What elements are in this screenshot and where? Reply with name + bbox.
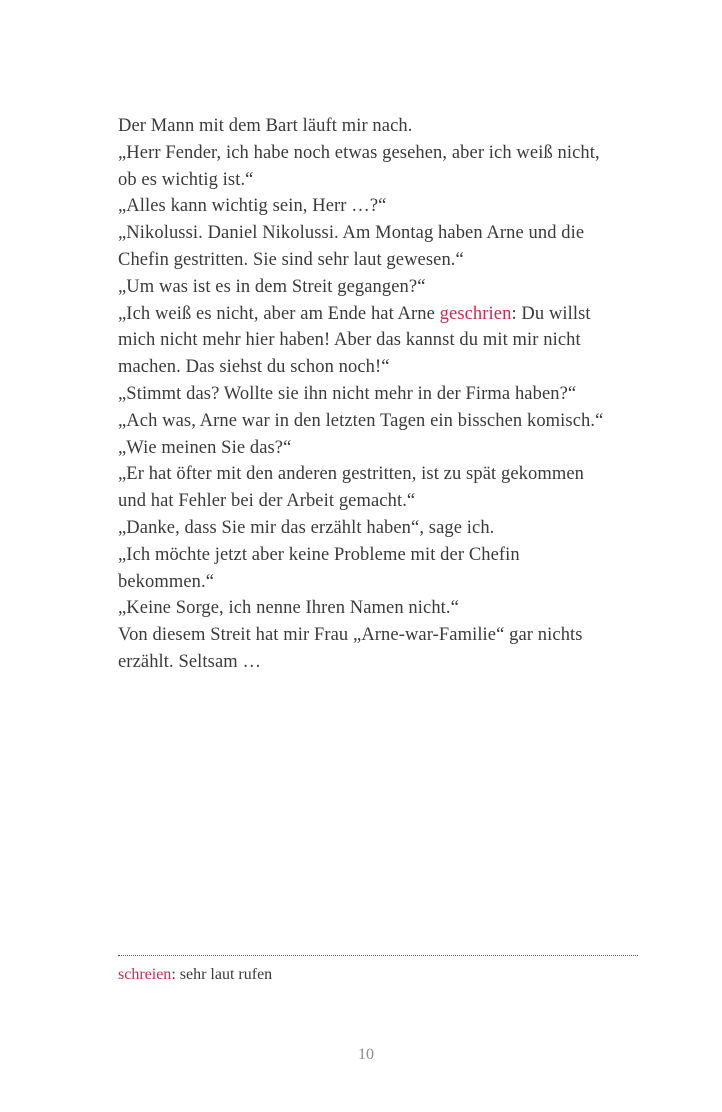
text-line-with-glossary-term — [118, 301, 648, 328]
text-line: machen. Das siehst du schon noch!“ — [118, 357, 390, 378]
glossary-footnote — [118, 964, 272, 986]
text-line: Von diesem Streit hat mir Frau „Arne-war-Familie“ gar nichts — [118, 625, 583, 646]
text-line: „Nikolussi. Daniel Nikolussi. Am Montag haben Arne und die — [118, 223, 585, 244]
text-line: „Ich möchte jetzt aber keine Probleme mit der Chefin — [118, 544, 520, 565]
text-line: mich nicht mehr hier haben! Aber das kannst du mit mir nicht — [118, 330, 581, 351]
text-line: „Um was ist es in dem Streit gegangen?“ — [118, 276, 426, 297]
text-line: „Herr Fender, ich habe noch etwas gesehen, aber ich weiß nicht, — [118, 142, 600, 163]
text-line: ob es wichtig ist.“ — [118, 169, 254, 190]
text-line: „Stimmt das? Wollte sie ihn nicht mehr in der Firma haben?“ — [118, 383, 577, 404]
text-line: „Keine Sorge, ich nenne Ihren Namen nicht.“ — [118, 598, 459, 619]
glossary-definition: : sehr laut rufen — [171, 966, 273, 983]
text-line: „Er hat öfter mit den anderen gestritten, ist zu spät gekommen — [118, 464, 584, 485]
glossary-term: schreien — [118, 966, 172, 983]
text-line: Chefin gestritten. Sie sind sehr laut gewesen.“ — [118, 249, 464, 270]
text-line: Der Mann mit dem Bart läuft mir nach. — [118, 116, 413, 136]
text-line: erzählt. Seltsam … — [118, 651, 262, 672]
text-segment: „Ich weiß es nicht, aber am Ende hat Arne — [118, 303, 440, 324]
text-line: „Ach was, Arne war in den letzten Tagen ein bisschen komisch.“ — [118, 410, 604, 431]
footnote-divider — [118, 955, 638, 956]
text-line: „Wie meinen Sie das?“ — [118, 437, 292, 458]
text-line: bekommen.“ — [118, 571, 215, 592]
story-text — [118, 113, 648, 676]
text-line: und hat Fehler bei der Arbeit gemacht.“ — [118, 491, 416, 512]
text-line: „Alles kann wichtig sein, Herr …?“ — [118, 196, 387, 217]
text-segment: : Du willst — [511, 303, 591, 324]
glossary-term-highlight: geschrien — [439, 303, 512, 324]
page-number: 10 — [358, 1046, 374, 1063]
text-line: „Danke, dass Sie mir das erzählt haben“, sage ich. — [118, 517, 495, 538]
